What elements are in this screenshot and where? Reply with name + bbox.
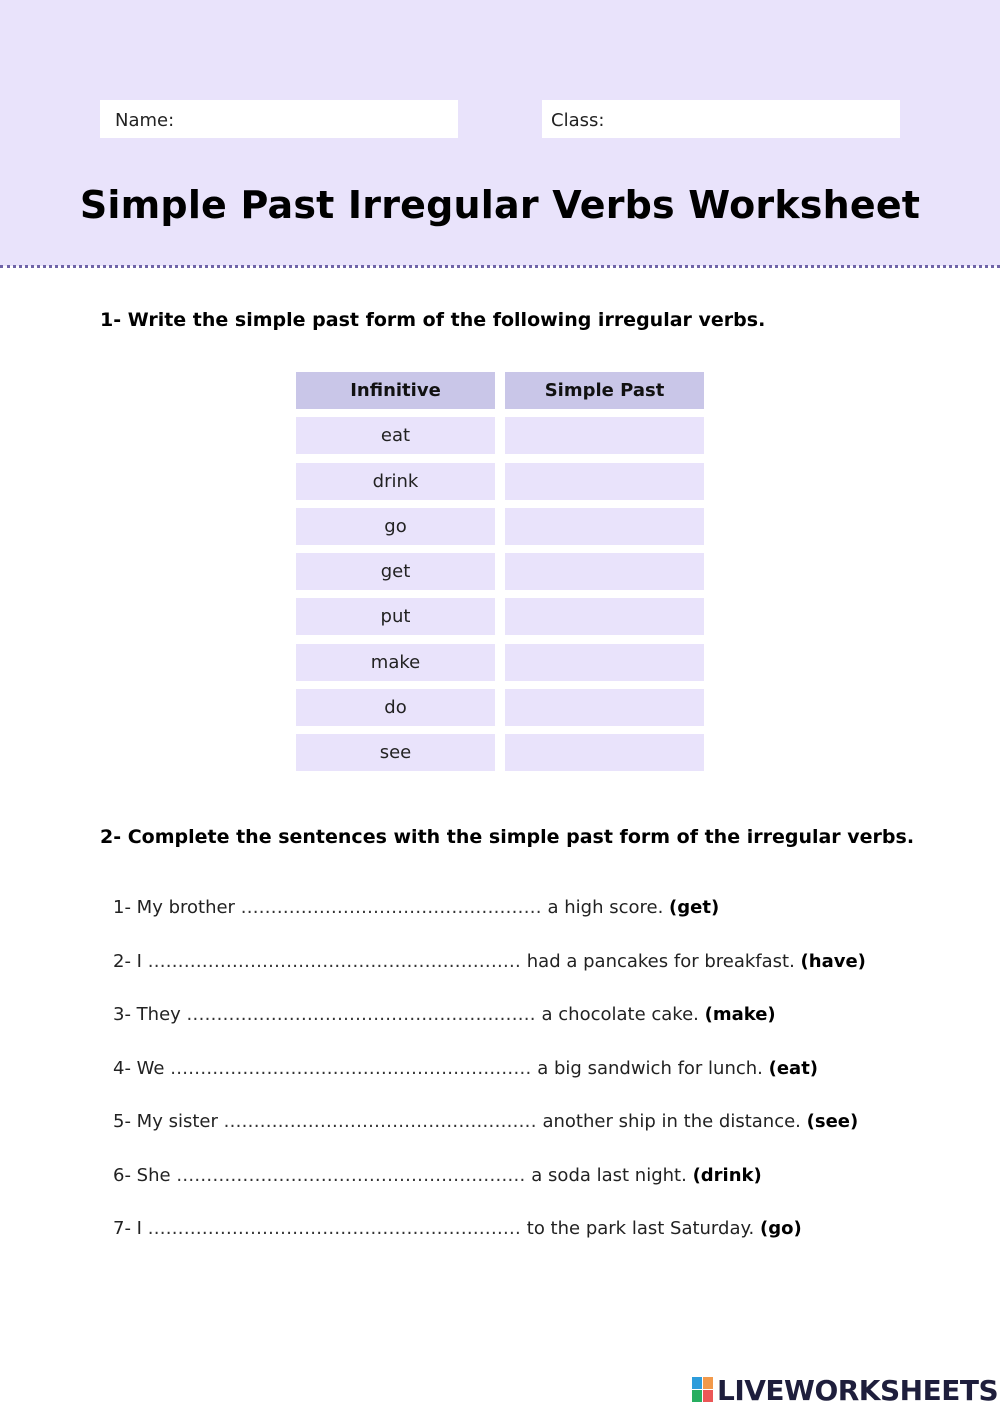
answer-cell[interactable] [505, 508, 704, 545]
simple-past-input[interactable] [513, 737, 697, 769]
table-row [296, 508, 704, 545]
simple-past-input[interactable] [513, 465, 697, 497]
sentence-end: a chocolate cake. [535, 1004, 705, 1025]
class-label: Class: [551, 110, 605, 131]
answer-cell[interactable] [505, 553, 704, 590]
answer-blank[interactable]: ............................................................ [170, 1057, 532, 1079]
verb-hint: (make) [704, 1004, 776, 1025]
section2-heading: 2- Complete the sentences with the simple past form of the irregular verbs. [100, 826, 915, 848]
section-divider [0, 265, 1000, 268]
infinitive-cell: do [296, 689, 495, 726]
liveworksheets-logo-icon [692, 1377, 714, 1403]
sentence-end: to the park last Saturday. [521, 1218, 761, 1239]
worksheet-title: Simple Past Irregular Verbs Worksheet [79, 183, 921, 227]
class-input[interactable] [606, 104, 880, 134]
liveworksheets-logo [692, 1375, 998, 1405]
infinitive-cell: put [296, 598, 495, 635]
sentence-item [113, 951, 866, 1005]
sentence-item [113, 1218, 866, 1272]
header-simple-past: Simple Past [505, 372, 704, 409]
sentence-start: 3- They [113, 1004, 187, 1025]
answer-cell[interactable] [505, 734, 704, 771]
verb-hint: (eat) [768, 1057, 819, 1079]
sentence-start: 6- She [113, 1164, 177, 1186]
table-row [296, 598, 704, 635]
answer-blank[interactable]: .......................................................... [186, 1004, 536, 1025]
sentence-item [113, 897, 866, 951]
infinitive-cell: eat [296, 417, 495, 454]
answer-blank[interactable]: .................................................... [223, 1111, 537, 1132]
verb-hint: (get) [669, 897, 720, 918]
simple-past-input[interactable] [513, 420, 697, 452]
table-row [296, 734, 704, 771]
answer-blank[interactable]: .............................................................. [147, 950, 522, 972]
verb-hint: (see) [806, 1111, 859, 1132]
sentence-item [113, 1165, 866, 1219]
verb-hint: (go) [760, 1218, 802, 1239]
sentence-list [113, 897, 866, 1272]
answer-cell[interactable] [505, 598, 704, 635]
simple-past-input[interactable] [513, 601, 697, 633]
verb-hint: (have) [800, 950, 866, 972]
name-input[interactable] [170, 104, 444, 134]
infinitive-cell: get [296, 553, 495, 590]
logo-text: LIVEWORKSHEETS [717, 1373, 999, 1407]
sentence-start: 2- I [113, 950, 148, 972]
simple-past-input[interactable] [513, 646, 697, 678]
infinitive-cell: make [296, 644, 495, 681]
answer-cell[interactable] [505, 463, 704, 500]
sentence-end: another ship in the distance. [536, 1111, 807, 1132]
infinitive-cell: drink [296, 463, 495, 500]
sentence-item [113, 1058, 866, 1112]
simple-past-input[interactable] [513, 510, 697, 542]
class-field[interactable] [542, 100, 900, 138]
sentence-end: a high score. [541, 897, 670, 918]
sentence-end: a big sandwich for lunch. [531, 1057, 769, 1079]
table-row [296, 553, 704, 590]
table-header-row [296, 372, 704, 409]
answer-blank[interactable]: .......................................................... [176, 1164, 526, 1186]
sentence-start: 4- We [113, 1057, 171, 1079]
infinitive-cell: see [296, 734, 495, 771]
sentence-end: a soda last night. [525, 1164, 693, 1186]
verb-hint: (drink) [692, 1164, 762, 1186]
table-row [296, 689, 704, 726]
sentence-start: 5- My sister [113, 1111, 224, 1132]
section1-heading: 1- Write the simple past form of the following irregular verbs. [100, 309, 766, 331]
infinitive-cell: go [296, 508, 495, 545]
answer-blank[interactable]: .............................................................. [147, 1218, 522, 1239]
sentence-item [113, 1111, 866, 1165]
sentence-start: 1- My brother [113, 897, 241, 918]
simple-past-input[interactable] [513, 556, 697, 588]
name-field[interactable] [100, 100, 458, 138]
table-row [296, 644, 704, 681]
table-row [296, 417, 704, 454]
verb-table [296, 372, 704, 780]
table-row [296, 463, 704, 500]
sentence-end: had a pancakes for breakfast. [521, 950, 801, 972]
answer-cell[interactable] [505, 417, 704, 454]
sentence-start: 7- I [113, 1218, 148, 1239]
name-label: Name: [115, 110, 175, 131]
answer-cell[interactable] [505, 689, 704, 726]
header-infinitive: Infinitive [296, 372, 495, 409]
answer-blank[interactable]: .................................................. [240, 897, 542, 918]
answer-cell[interactable] [505, 644, 704, 681]
sentence-item [113, 1004, 866, 1058]
simple-past-input[interactable] [513, 692, 697, 724]
